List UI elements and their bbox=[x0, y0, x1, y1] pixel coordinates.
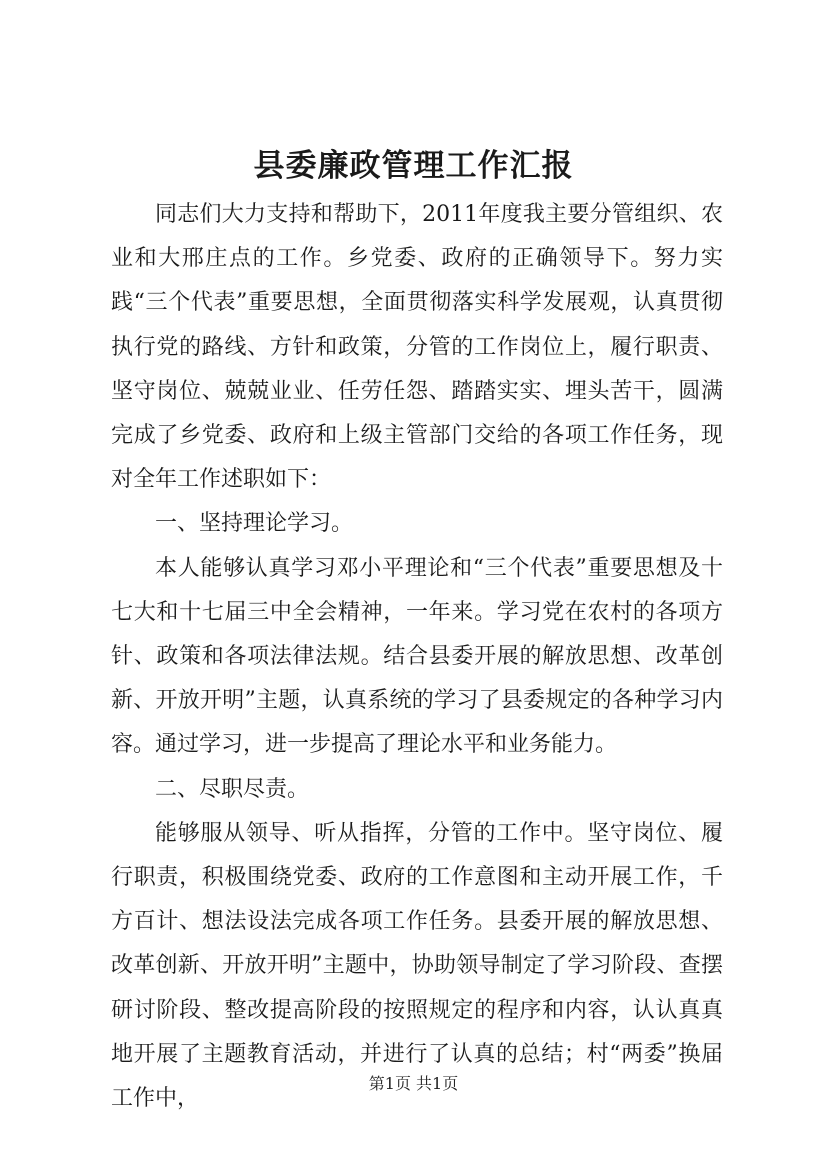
document-title: 县委廉政管理工作汇报 bbox=[253, 148, 574, 184]
paragraph-duties: 能够服从领导、听从指挥，分管的工作中。坚守岗位、履行职责，积极围绕党委、政府的工作意图和主动开展工作，千方百计、想法设法完成各项工作任务。县委开展的解放思想、改革创新、开放开明”主题中，协助领导制定了学习阶段、查摆研讨阶段、整改提高阶段的按照规定的程序和内容，认认真真地开展了主题教育活动，并进行了认真的总结；村“两委”换届工作中， bbox=[111, 820, 723, 1112]
paragraph-intro: 同志们大力支持和帮助下，2011年度我主要分管组织、农业和大邢庄点的工作。乡党委、政府的正确领导下。努力实践“三个代表”重要思想，全面贯彻落实科学发展观，认真贯彻执行党的路线、方针和政策，分管的工作岗位上，履行职责、坚守岗位、兢兢业业、任劳任怨、踏踏实实、埋头苦干，圆满完成了乡党委、政府和上级主管部门交给的各项工作任务，现对全年工作述职如下： bbox=[111, 202, 723, 493]
paragraph-theory-study: 本人能够认真学习邓小平理论和“三个代表”重要思想及十七大和十七届三中全会精神，一年来。学习党在农村的各项方针、政策和各项法律法规。结合县委开展的解放思想、改革创新、开放开明”主题，认真系统的学习了县委规定的各种学习内容。通过学习，进一步提高了理论水平和业务能力。 bbox=[111, 555, 723, 758]
page-footer: 第1页 共1页 bbox=[368, 1074, 459, 1093]
section-heading-2: 二、尽职尽责。 bbox=[155, 776, 310, 802]
document-body bbox=[111, 193, 723, 1121]
section-heading-1: 一、坚持理论学习。 bbox=[155, 511, 354, 537]
